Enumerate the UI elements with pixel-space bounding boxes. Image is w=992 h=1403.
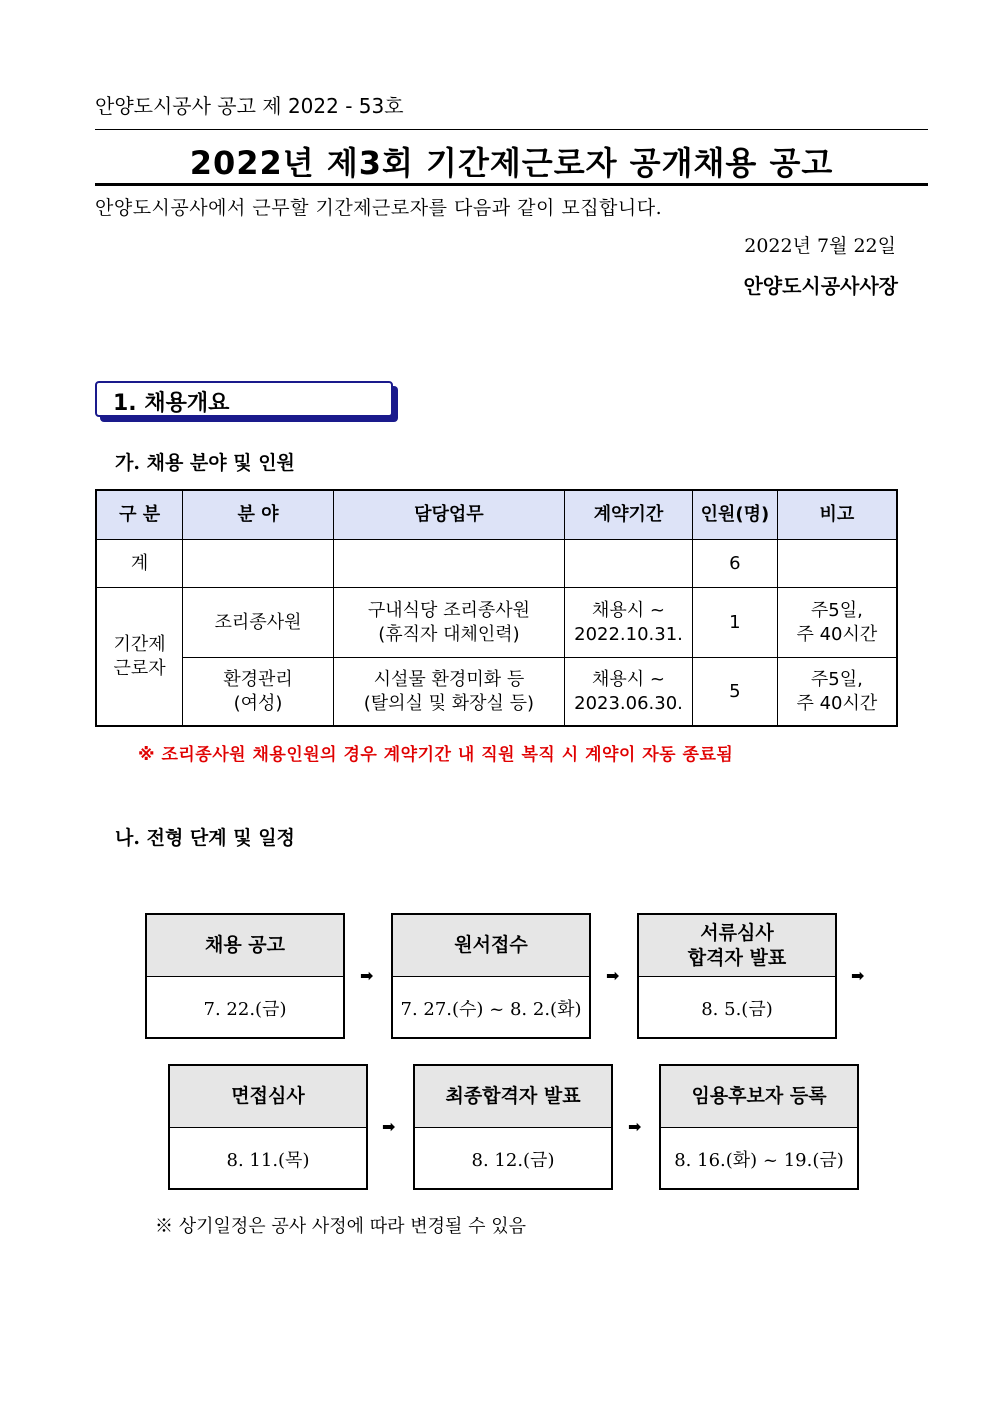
- total-note: [777, 540, 897, 588]
- title-rule: [95, 183, 928, 186]
- arrow-right-icon: ➡: [628, 1117, 642, 1136]
- arrow-right-icon: ➡: [360, 966, 374, 985]
- step-date: 7. 22.(금): [203, 998, 287, 1020]
- cell-count: 5: [692, 658, 777, 727]
- cell-count: 1: [692, 588, 777, 658]
- subheading-positions: 가. 채용 분야 및 인원: [115, 452, 295, 474]
- table-row-total: [96, 540, 897, 588]
- header-note: 비고: [777, 490, 897, 540]
- total-label: 계: [96, 540, 183, 588]
- header-period: 계약기간: [565, 490, 693, 540]
- step-box: [168, 1064, 368, 1190]
- group-label: 기간제 근로자: [96, 588, 183, 727]
- arrow-right-icon: ➡: [851, 966, 865, 985]
- header-count: 인원(명): [692, 490, 777, 540]
- header-category: 구 분: [96, 490, 183, 540]
- step-date: 8. 12.(금): [471, 1149, 555, 1171]
- intro-text: 안양도시공사에서 근무할 기간제근로자를 다음과 같이 모집합니다.: [95, 197, 663, 219]
- cell-note: 주5일, 주 40시간: [777, 588, 897, 658]
- total-period: [565, 540, 693, 588]
- step-date: 8. 11.(목): [226, 1149, 310, 1171]
- cell-period: 채용시 ~ 2022.10.31.: [565, 588, 693, 658]
- step-title: 임용후보자 등록: [661, 1066, 857, 1128]
- top-rule: [95, 129, 928, 130]
- notice-number: 안양도시공사 공고 제 2022 - 53호: [95, 94, 404, 118]
- table-row: [96, 588, 897, 658]
- step-title: 서류심사 합격자 발표: [639, 915, 835, 977]
- document-title: 2022년 제3회 기간제근로자 공개채용 공고: [189, 144, 834, 182]
- header-duty: 담당업무: [333, 490, 564, 540]
- signer: 안양도시공사사장: [743, 274, 898, 298]
- cell-period: 채용시 ~ 2023.06.30.: [565, 658, 693, 727]
- cell-field: 조리종사원: [183, 588, 334, 658]
- step-title: 면접심사: [170, 1066, 366, 1128]
- step-box: [391, 913, 591, 1039]
- table-row: [96, 658, 897, 727]
- step-title: 원서접수: [393, 915, 589, 977]
- total-count: 6: [692, 540, 777, 588]
- cell-note: 주5일, 주 40시간: [777, 658, 897, 727]
- step-date: 8. 16.(화) ~ 19.(금): [674, 1149, 844, 1171]
- step-box: [637, 913, 837, 1039]
- step-title: 최종합격자 발표: [415, 1066, 611, 1128]
- step-title: 채용 공고: [147, 915, 343, 977]
- notice-date: 2022년 7월 22일: [744, 235, 896, 257]
- total-field: [183, 540, 334, 588]
- arrow-right-icon: ➡: [382, 1117, 396, 1136]
- step-box: [145, 913, 345, 1039]
- table-header-row: [96, 490, 897, 540]
- section-heading-box: [95, 381, 393, 417]
- section-title: 1. 채용개요: [113, 391, 230, 416]
- step-date: 7. 27.(수) ~ 8. 2.(화): [400, 998, 582, 1020]
- subheading-schedule: 나. 전형 단계 및 일정: [115, 827, 295, 849]
- recruitment-table: [95, 489, 898, 727]
- cell-duty: 구내식당 조리종사원 (휴직자 대체인력): [333, 588, 564, 658]
- schedule-change-note: ※ 상기일정은 공사 사정에 따라 변경될 수 있음: [155, 1216, 527, 1237]
- step-box: [659, 1064, 859, 1190]
- arrow-right-icon: ➡: [606, 966, 620, 985]
- step-box: [413, 1064, 613, 1190]
- cell-duty: 시설물 환경미화 등 (탈의실 및 화장실 등): [333, 658, 564, 727]
- step-date: 8. 5.(금): [701, 998, 773, 1020]
- total-duty: [333, 540, 564, 588]
- header-field: 분 야: [183, 490, 334, 540]
- cell-field: 환경관리 (여성): [183, 658, 334, 727]
- contract-termination-note: ※ 조리종사원 채용인원의 경우 계약기간 내 직원 복직 시 계약이 자동 종료됨: [138, 745, 734, 765]
